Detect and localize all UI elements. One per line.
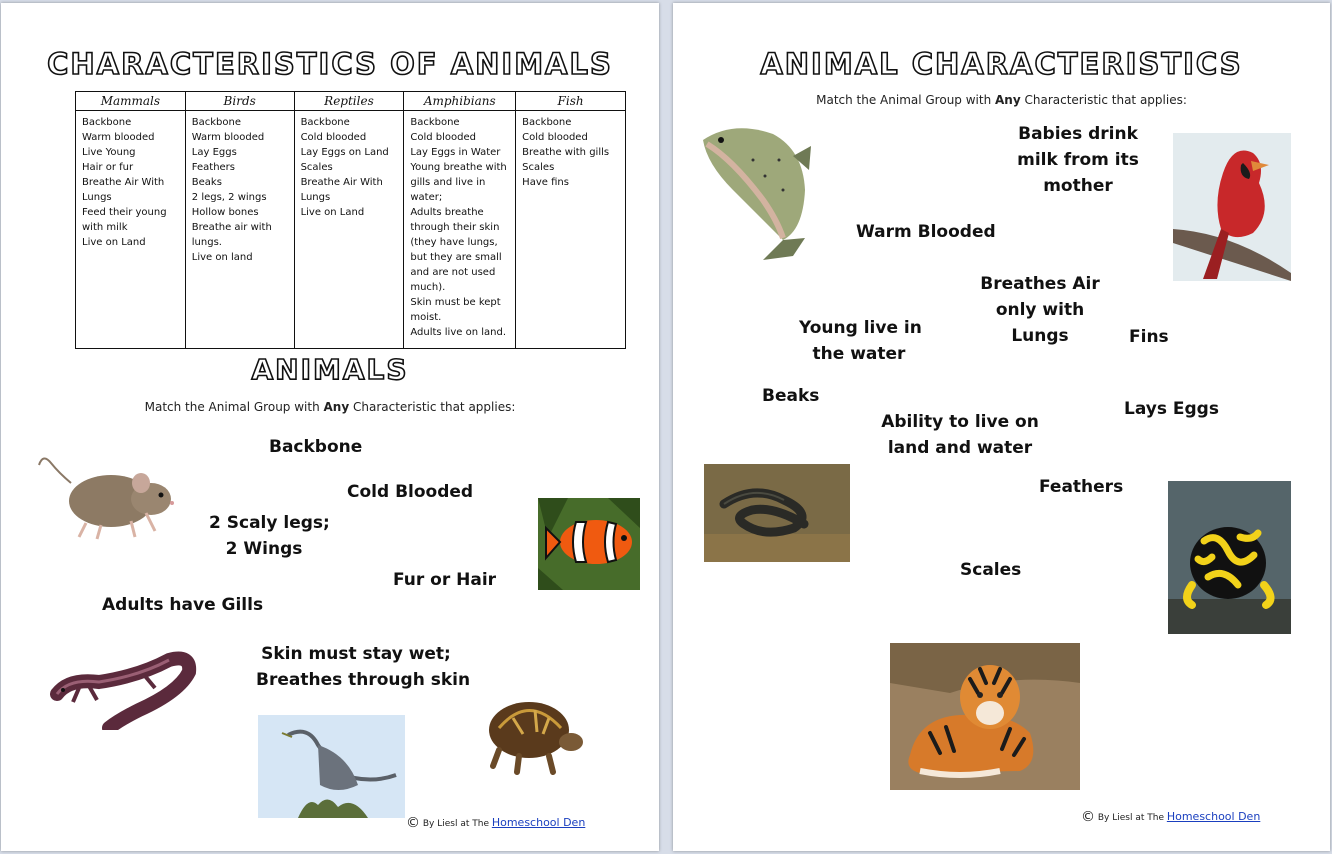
tiger-picture <box>890 643 1080 790</box>
list-item: Have fins <box>522 177 569 188</box>
footer-credit <box>1081 809 1260 825</box>
snake-picture <box>704 464 850 562</box>
footer-text: By Liesl at The <box>422 819 492 829</box>
trout-picture <box>693 120 821 262</box>
instructions-emphasis: Any <box>995 93 1021 107</box>
column-header-amphibians: Amphibians <box>404 92 516 111</box>
column-cell-reptiles <box>294 111 404 349</box>
label-line: Babies drink <box>1018 124 1138 144</box>
list-item: Young breathe with gills and live in water; <box>410 162 507 203</box>
label-feathers: Feathers <box>1039 477 1124 497</box>
list-item: Backbone <box>300 117 350 128</box>
column-cell-mammals <box>76 111 186 349</box>
copyright-icon: © <box>406 815 420 831</box>
label-beaks: Beaks <box>762 386 820 406</box>
mouse-picture <box>31 443 181 545</box>
list-item: Scales <box>300 162 333 173</box>
list-item: Lay Eggs in Water <box>410 147 501 158</box>
column-header-reptiles: Reptiles <box>294 92 404 111</box>
table-row <box>76 111 626 349</box>
list-item: Adults breathe through their skin (they have lungs, but they are small and are not used much). <box>410 207 502 293</box>
turtle-picture <box>479 688 587 776</box>
list-item: Live on Land <box>82 237 146 248</box>
list-item: Cold blooded <box>522 132 588 143</box>
list-item: Live on Land <box>300 207 365 218</box>
list-item: Live on land <box>191 252 253 263</box>
cardinal-picture <box>1173 133 1291 281</box>
column-header-mammals: Mammals <box>76 92 186 111</box>
poison-frog-picture <box>1168 481 1291 634</box>
column-cell-amphibians <box>404 111 516 349</box>
label-line: 2 Scaly legs; <box>209 513 330 533</box>
worksheet-page-animal-characteristics <box>673 3 1330 851</box>
label-line: 2 Wings <box>225 539 303 559</box>
list-item: 2 legs, 2 wings <box>191 192 267 203</box>
column-cell-fish <box>516 111 626 349</box>
characteristics-table <box>75 91 626 349</box>
footer-credit <box>406 815 585 831</box>
list-item: Breathe with gills <box>522 147 610 158</box>
copyright-icon: © <box>1081 809 1095 825</box>
label-scales: Scales <box>960 560 1022 580</box>
label-scaly-legs <box>209 510 330 562</box>
list-item: Breathe Air With Lungs <box>82 177 165 203</box>
list-item: Breathe air with lungs. <box>191 222 272 248</box>
label-line: only with <box>995 300 1085 320</box>
clownfish-picture <box>538 498 640 590</box>
list-item: Live Young <box>82 147 136 158</box>
instructions <box>1 400 659 414</box>
label-fins: Fins <box>1129 327 1169 347</box>
list-item: Warm blooded <box>191 132 265 143</box>
list-item: Backbone <box>410 117 460 128</box>
salamander-picture <box>49 648 197 730</box>
label-line: Breathes Air <box>980 274 1100 294</box>
label-backbone: Backbone <box>269 437 363 457</box>
list-item: Lay Eggs on Land <box>300 147 389 158</box>
label-breathes-air <box>976 271 1104 349</box>
page-title: ANIMAL CHARACTERISTICS <box>760 47 1243 81</box>
list-item: Warm blooded <box>82 132 155 143</box>
homeschool-den-link[interactable]: Homeschool Den <box>491 816 586 829</box>
label-line: land and water <box>887 438 1033 458</box>
label-skin-wet <box>256 641 471 693</box>
label-line: Lungs <box>1011 326 1069 346</box>
list-item: Adults live on land. <box>410 327 506 338</box>
homeschool-den-link[interactable]: Homeschool Den <box>1166 810 1261 823</box>
label-fur-hair: Fur or Hair <box>393 570 497 590</box>
instructions <box>673 93 1330 107</box>
list-item: Backbone <box>522 117 572 128</box>
label-warm-blooded: Warm Blooded <box>856 222 996 242</box>
label-line: mother <box>1043 176 1113 196</box>
label-line: Ability to live on <box>881 412 1039 432</box>
list-item: Breathe Air With Lungs <box>300 177 383 203</box>
list-item: Feed their young with milk <box>82 207 167 233</box>
list-item: Lay Eggs <box>191 147 237 158</box>
list-item: Hair or fur <box>82 162 134 173</box>
label-young-water <box>799 315 922 367</box>
label-line: the water <box>812 344 906 364</box>
list-item: Hollow bones <box>191 207 259 218</box>
list-item: Backbone <box>82 117 132 128</box>
instructions-emphasis: Any <box>323 400 350 414</box>
section-title: ANIMALS <box>251 353 409 386</box>
page-title: CHARACTERISTICS OF ANIMALS <box>47 47 613 81</box>
column-header-fish: Fish <box>516 92 626 111</box>
column-cell-birds <box>185 111 294 349</box>
label-land-water <box>880 409 1040 461</box>
instructions-text: Match the Animal Group with <box>144 400 324 414</box>
instructions-text-end: Characteristic that applies: <box>1020 93 1187 107</box>
label-line: milk from its <box>1017 150 1139 170</box>
list-item: Beaks <box>191 177 222 188</box>
label-cold-blooded: Cold Blooded <box>347 482 474 502</box>
list-item: Scales <box>522 162 555 173</box>
label-line: Skin must stay wet; <box>261 644 451 664</box>
heron-picture <box>258 715 405 818</box>
list-item: Cold blooded <box>410 132 476 143</box>
label-adults-gills: Adults have Gills <box>102 595 264 615</box>
instructions-text: Match the Animal Group with <box>816 93 996 107</box>
table-header-row <box>76 92 626 111</box>
label-lays-eggs: Lays Eggs <box>1124 399 1219 419</box>
list-item: Skin must be kept moist. <box>410 297 501 323</box>
footer-text: By Liesl at The <box>1097 813 1167 823</box>
list-item: Cold blooded <box>300 132 367 143</box>
list-item: Backbone <box>191 117 242 128</box>
label-babies-milk <box>1013 121 1143 199</box>
column-header-birds: Birds <box>185 92 294 111</box>
instructions-text-end: Characteristic that applies: <box>349 400 516 414</box>
label-line: Young live in <box>799 318 922 338</box>
label-line: Breathes through skin <box>256 670 471 690</box>
worksheet-page-characteristics <box>1 3 659 851</box>
list-item: Feathers <box>191 162 235 173</box>
